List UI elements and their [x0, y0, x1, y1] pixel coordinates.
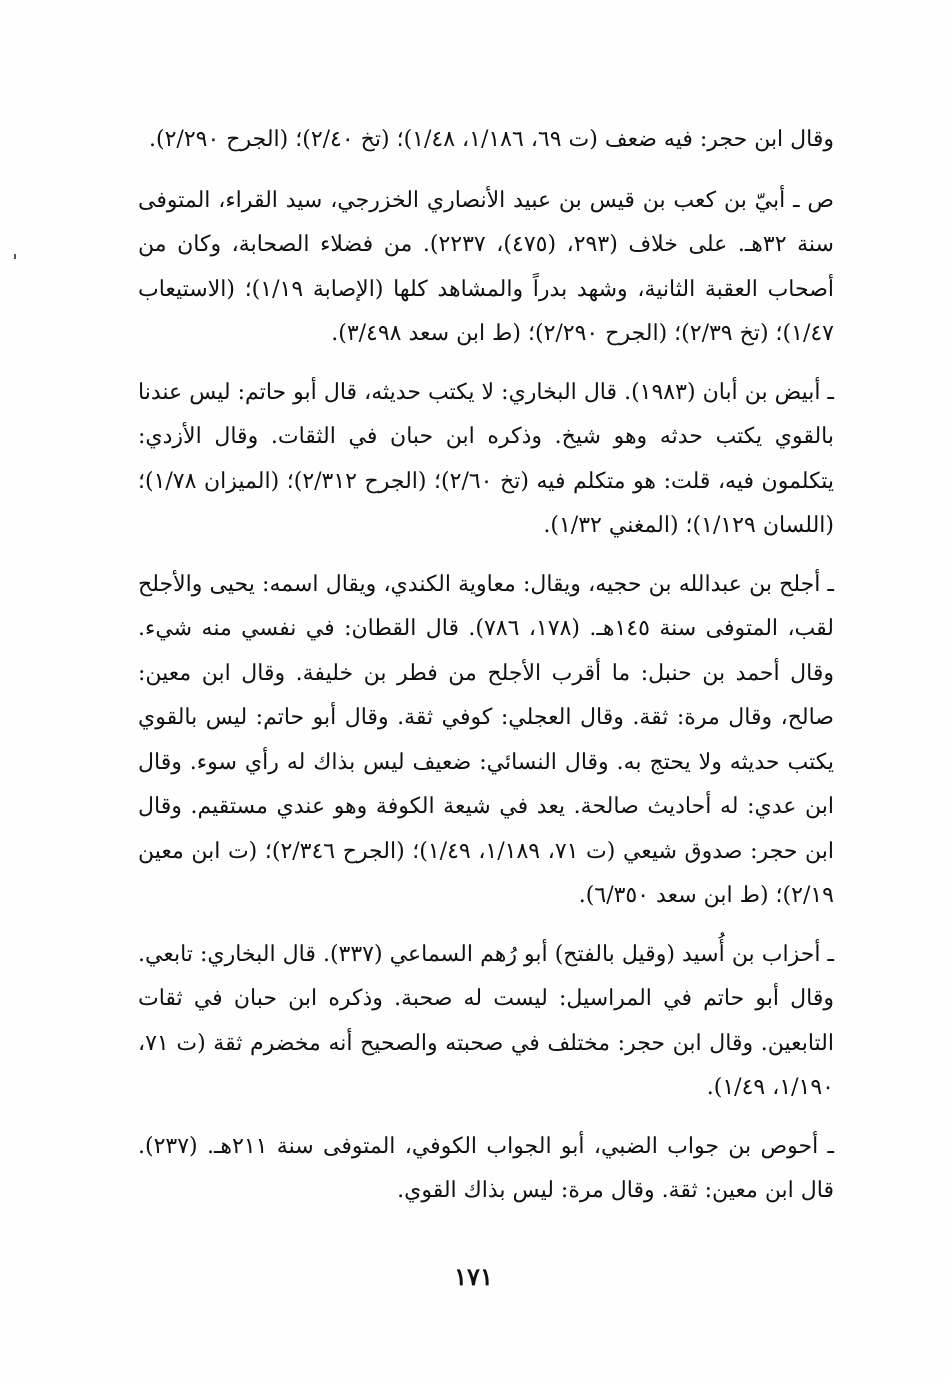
paragraph-ajlah-ibn-abdullah: ـ أجلح بن عبدالله بن حجيه، ويقال: معاوية الكندي، ويقال اسمه: يحيى والأجلح لقب، المتوفى سنة ١٤٥هـ. (١٧٨، ٧٨٦). قال القطان: في نفسي منه شيء. وقال أحمد بن حنبل: ما أقرب الأجلح من فطر بن خليفة. وقال ابن معين: صالح، وقال مرة: ثقة. وقال العجلي: كوفي ثقة. وقال أبو حاتم: ليس بالقوي يكتب حديثه ولا يحتج به. وقال النسائي: ضعيف ليس بذاك له رأي سوء. وقال ابن عدي: له أحاديث صالحة. يعد في شيعة الكوفة وهو عندي مستقيم. وقال ابن حجر: صدوق شيعي (ت ٧١، ١/١٨٩، ١/٤٩)؛ (الجرح ٢/٣٤٦)؛ (ت ابن معين ٢/١٩)؛ (ط ابن سعد ٦/٣٥٠).	[138, 571, 835, 908]
text-column	[138, 118, 834, 1228]
paragraph-ahwas-ibn-jawwab: ـ أحوص بن جواب الضبي، أبو الجواب الكوفي، المتوفى سنة ٢١١هـ. (٢٣٧). قال ابن معين: ثقة. وقال مرة: ليس بذاك القوي.	[138, 1133, 834, 1203]
paragraph-ubayy-ibn-kab: ص ـ أبيّ بن كعب بن قيس بن عبيد الأنصاري الخزرجي، سيد القراء، المتوفى سنة ٣٢هـ. على خلاف (٢٩٣، (٤٧٥)، ٢٢٣٧). من فضلاء الصحابة، وكان من أصحاب العقبة الثانية، وشهد بدراً والمشاهد كلها (الإصابة ١/١٩)؛ (الاستيعاب ١/٤٧)؛ (تخ ٢/٣٩)؛ (الجرح ٢/٢٩٠)؛ (ط ابن سعد ٣/٤٩٨).	[138, 187, 834, 346]
paragraph-abyad-ibn-aban: ـ أبيض بن أبان (١٩٨٣). قال البخاري: لا يكتب حديثه، قال أبو حاتم: ليس عندنا بالقوي يكتب حدثه وهو شيخ. وذكره ابن حبان في الثقات. وقال الأزدي: يتكلمون فيه، قلت: هو متكلم فيه (تخ ٢/٦٠)؛ (الجرح ٢/٣١٢)؛ (الميزان ١/٧٨)؛ (اللسان ١/١٢٩)؛ (المغني ١/٣٢).	[138, 379, 834, 538]
page-number: ١٧١	[454, 1262, 493, 1291]
paragraph-ibn-hajar-note: وقال ابن حجر: فيه ضعف (ت ٦٩، ١/١٨٦، ١/٤٨)؛ (تخ ٢/٤٠)؛ (الجرح ٢/٢٩٠).	[149, 127, 834, 152]
scan-speck	[14, 254, 16, 259]
paragraph-ahzab-ibn-usayd: ـ أحزاب بن أُسيد (وقيل بالفتح) أبو رُهم السماعي (٣٣٧). قال البخاري: تابعي. وقال أبو حاتم في المراسيل: ليست له صحبة. وذكره ابن حبان في ثقات التابعين. وقال ابن حجر: مختلف في صحبته والصحيح أنه مخضرم ثقة (ت ٧١، ١/١٩٠، ١/٤٩).	[138, 941, 834, 1100]
